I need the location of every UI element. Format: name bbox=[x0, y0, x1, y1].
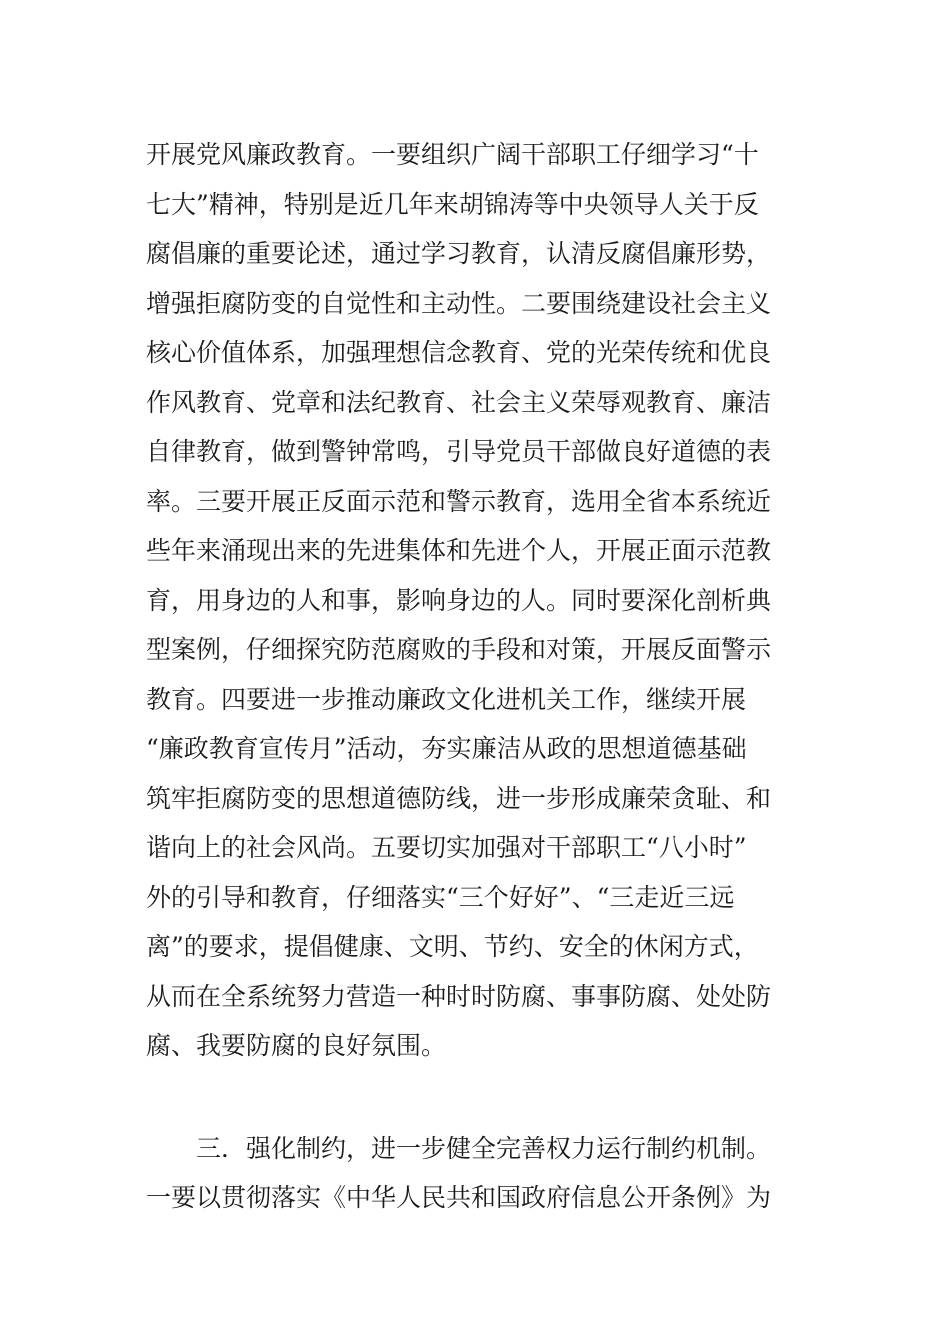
text-line: 核心价值体系，加强理想信念教育、党的光荣传统和优良 bbox=[146, 338, 772, 367]
text-line: 谐向上的社会风尚。五要切实加强对干部职工“八小时” bbox=[146, 833, 747, 862]
text-line: 型案例，仔细探究防范腐败的手段和对策，开展反面警示 bbox=[146, 635, 772, 664]
text-line: 作风教育、党章和法纪教育、社会主义荣辱观教育、廉洁 bbox=[146, 388, 772, 417]
text-line: 腐、我要防腐的良好氛围。 bbox=[146, 1031, 447, 1060]
text-line: 离”的要求，提倡健康、文明、节约、安全的休闲方式， bbox=[146, 932, 759, 961]
text-line: 开展党风廉政教育。一要组织广阔干部职工仔细学习“十 bbox=[146, 140, 759, 169]
text-line: 从而在全系统努力营造一种时时防腐、事事防腐、处处防 bbox=[146, 982, 772, 1011]
text-line: 增强拒腐防变的自觉性和主动性。二要围绕建设社会主义 bbox=[146, 289, 772, 318]
text-line: 自律教育，做到警钟常鸣，引导党员干部做良好道德的表 bbox=[146, 437, 772, 466]
text-line: 七大”精神，特别是近几年来胡锦涛等中央领导人关于反 bbox=[146, 190, 759, 219]
text-line: 育，用身边的人和事，影响身边的人。同时要深化剖析典 bbox=[146, 586, 772, 615]
text-line: “廉政教育宣传月”活动，夯实廉洁从政的思想道德基础 bbox=[146, 734, 747, 763]
text-line: 些年来涌现出来的先进集体和先进个人，开展正面示范教 bbox=[146, 536, 772, 565]
text-line: 筑牢拒腐防变的思想道德防线，进一步形成廉荣贪耻、和 bbox=[146, 784, 772, 813]
text-line: 率。三要开展正反面示范和警示教育，选用全省本系统近 bbox=[146, 487, 772, 516]
text-line: 外的引导和教育，仔细落实“三个好好”、“三走近三远 bbox=[146, 883, 735, 912]
text-line: 一要以贯彻落实《中华人民共和国政府信息公开条例》为 bbox=[146, 1183, 772, 1212]
section-heading-line: 三．强化制约，进一步健全完善权力运行制约机制。 bbox=[196, 1134, 772, 1163]
text-line: 腐倡廉的重要论述，通过学习教育，认清反腐倡廉形势， bbox=[146, 239, 772, 268]
text-line: 教育。四要进一步推动廉政文化进机关工作，继续开展 bbox=[146, 685, 747, 714]
